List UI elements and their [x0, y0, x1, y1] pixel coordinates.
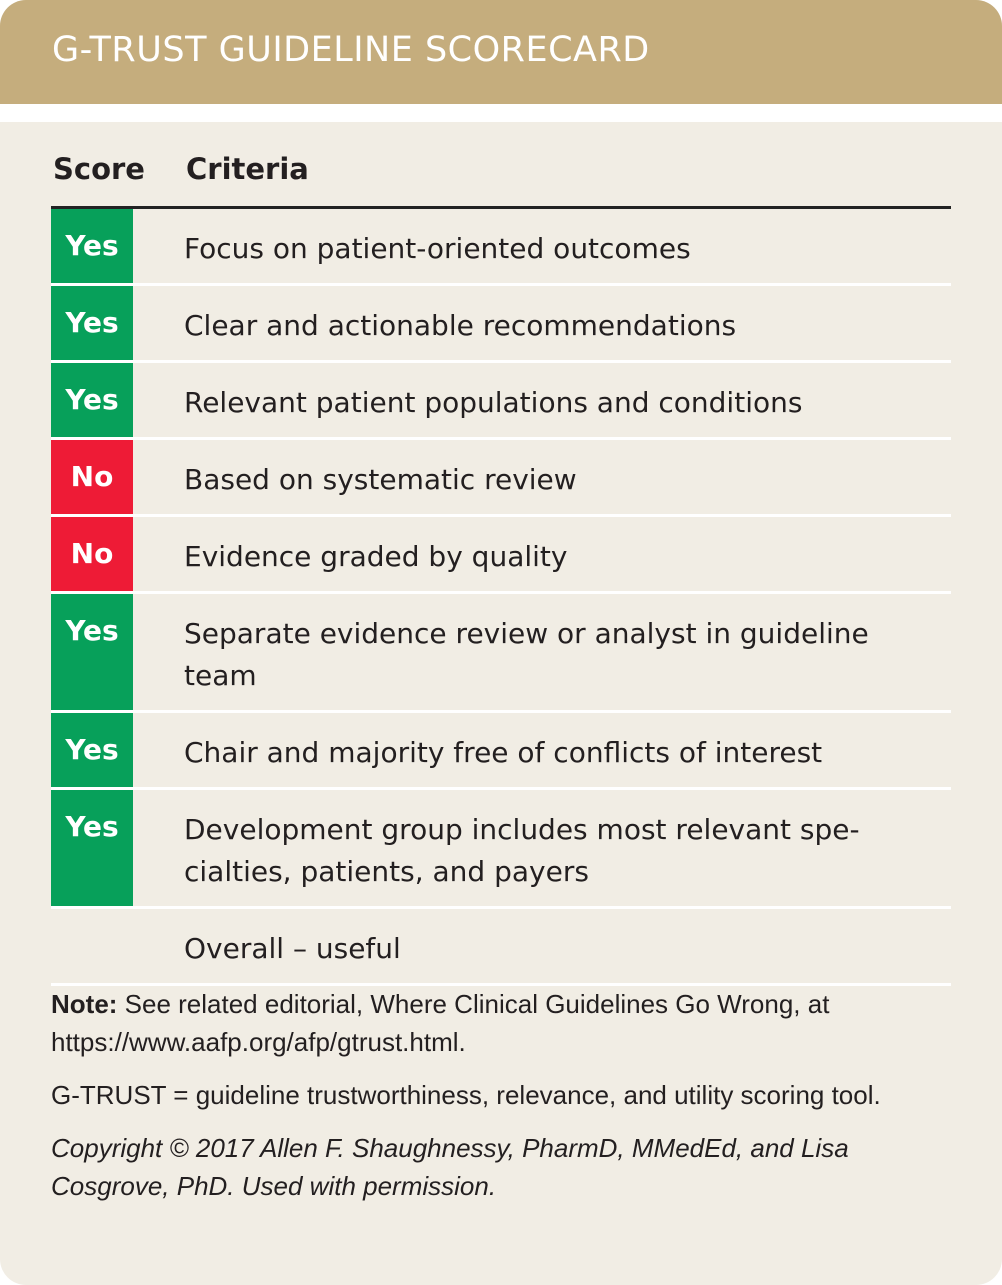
- criteria-text: Clear and actionable recommendations: [184, 309, 737, 342]
- table-row: [51, 713, 951, 790]
- copyright: Copyright © 2017 Allen F. Shaughnessy, PharmD, MMedEd, and Lisa Cosgrove, PhD. Used with permission.: [51, 1133, 849, 1201]
- criteria-text: Separate evidence review or analyst in guideline team: [184, 617, 869, 692]
- score-badge: Yes: [51, 713, 133, 787]
- overall-text: Overall – useful: [184, 932, 401, 965]
- page-title: G-TRUST GUIDELINE SCORECARD: [52, 30, 650, 70]
- overall-row: [51, 909, 951, 986]
- table-row: [51, 286, 951, 363]
- table-row: [51, 594, 951, 713]
- score-badge: Yes: [51, 209, 133, 283]
- score-badge: No: [51, 440, 133, 514]
- table-row: [51, 517, 951, 594]
- criteria-text: Relevant patient populations and conditions: [184, 386, 803, 419]
- table-body: [51, 209, 951, 986]
- score-column-header: Score: [53, 152, 145, 186]
- score-badge: Yes: [51, 286, 133, 360]
- table-row: [51, 363, 951, 440]
- table-row: [51, 440, 951, 517]
- criteria-text: Evidence graded by quality: [184, 540, 568, 573]
- score-badge: [51, 909, 133, 983]
- score-badge: No: [51, 517, 133, 591]
- criteria-text: Based on systematic review: [184, 463, 577, 496]
- score-badge: Yes: [51, 594, 133, 710]
- criteria-column-header: Criteria: [186, 152, 309, 186]
- table-row: [51, 209, 951, 286]
- criteria-text: Focus on patient-oriented outcomes: [184, 232, 691, 265]
- note-text: See related editorial, Where Clinical Guidelines Go Wrong, at https://www.aafp.org/afp/gtrust.html.: [51, 989, 830, 1057]
- note: [51, 985, 956, 1061]
- table-row: [51, 790, 951, 909]
- score-badge: Yes: [51, 790, 133, 906]
- definition: G-TRUST = guideline trustworthiness, relevance, and utility scoring tool.: [51, 1080, 881, 1110]
- footnotes: [51, 985, 956, 1220]
- note-label: Note:: [51, 989, 118, 1019]
- scorecard-table: [51, 150, 951, 986]
- score-badge: Yes: [51, 363, 133, 437]
- table-header: [51, 150, 951, 209]
- criteria-text: Chair and majority free of conflicts of interest: [184, 736, 823, 769]
- criteria-text: Development group includes most relevant spe-cialties, patients, and payers: [184, 813, 860, 888]
